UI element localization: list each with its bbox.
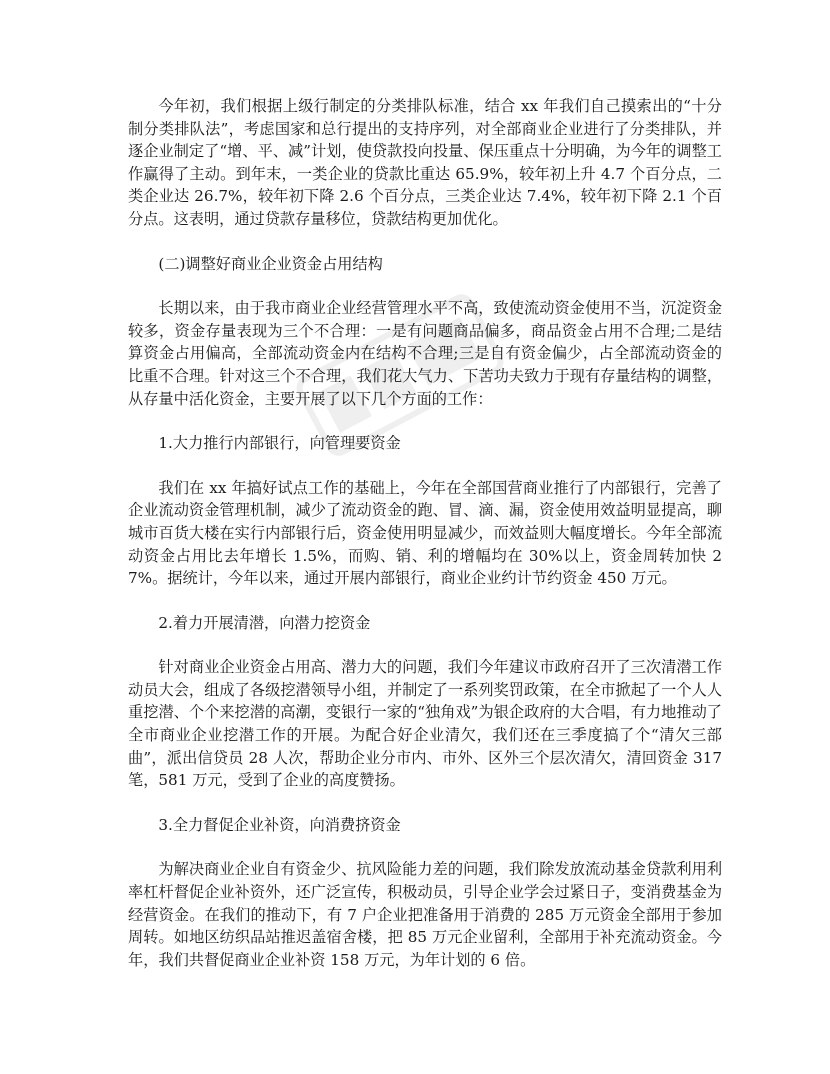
subheading-capital: 3.全力督促企业补资，向消费挤资金 <box>158 815 401 834</box>
section-heading-2: (二)调整好商业企业资金占用结构 <box>158 254 383 273</box>
subheading-internal-bank: 1.大力推行内部银行，向管理要资金 <box>158 434 401 453</box>
paragraph-structure: 长期以来，由于我市商业企业经营管理水平不高，致使流动资金使用不当，沉淀资金较多，资金存量表现为三个不合理：一是有问题商品偏多，商品资金占用不合理;二是结算资金占用偏高，全部流动资金内在结构不合理;三是自有资金偏少，占全部流动资金的比重不合理。针对这三个不合理，我们花大气力、下苦功夫致力于现有存量结构的调整，从存量中活化资金，主要开展了以下几个方面的工作： <box>128 299 722 408</box>
paragraph-capital: 为解决商业企业自有资金少、抗风险能力差的问题，我们除发放流动基金贷款利用利率杠杆督促企业补资外，还广泛宣传，积极动员，引导企业学会过紧日子，变消费基金为经营资金。在我们的推动下，有 7 户企业把准备用于消费的 285 万元资金全部用于参加周转。如地区纺织品站推迟盖宿舍楼，把 85 万元企业留利，全部用于补充流动资金。今年，我们共督促商业企业补资 158 万元，为年计划的 6 倍。 <box>128 860 722 969</box>
paragraph-clearing: 针对商业企业资金占用高、潜力大的问题，我们今年建议市政府召开了三次清潜工作动员大会，组成了各级挖潜领导小组，并制定了一系列奖罚政策，在全市掀起了一个人人重挖潜、个个来挖潜的高潮，变银行一家的“独角戏”为银企政府的大合唱，有力地推动了全市商业企业挖潜工作的开展。为配合好企业清欠，我们还在三季度搞了个“清欠三部曲”，派出信贷员 28 人次，帮助企业分市内、市外、区外三个层次清欠，清回资金 317 笔，581 万元，受到了企业的高度赞扬。 <box>128 658 722 790</box>
subheading-clearing: 2.着力开展清潜，向潜力挖资金 <box>158 613 371 632</box>
paragraph-internal-bank: 我们在 xx 年搞好试点工作的基础上，今年在全部国营商业推行了内部银行，完善了企业流动资金管理机制，减少了流动资金的跑、冒、滴、漏，资金使用效益明显提高，聊城市百货大楼在实行内部银行后，资金使用明显减少，而效益则大幅度增长。今年全部流动资金占用比去年增长 1.5%，而购、销、利的增幅均在 30%以上，资金周转加快 27%。据统计，今年以来，通过开展内部银行，商业企业约计节约资金 450 万元。 <box>128 478 722 588</box>
paragraph-intro: 今年初，我们根据上级行制定的分类排队标准，结合 xx 年我们自己摸索出的“十分制分类排队法”，考虑国家和总行提出的支持序列，对全部商业企业进行了分类排队，并逐企业制定了“增、平、减”计划，使贷款投向投量、保压重点十分明确，为今年的调整工作赢得了主动。到年末，一类企业的贷款比重达 65.9%，较年初上升 4.7 个百分点，二类企业达 26.7%，较年初下降 2.6 个百分点，三类企业达 7.4%，较年初下降 2.1 个百分点。这表明，通过贷款存量移位，贷款结构更加优化。 <box>128 97 722 228</box>
document-body <box>128 95 722 971</box>
